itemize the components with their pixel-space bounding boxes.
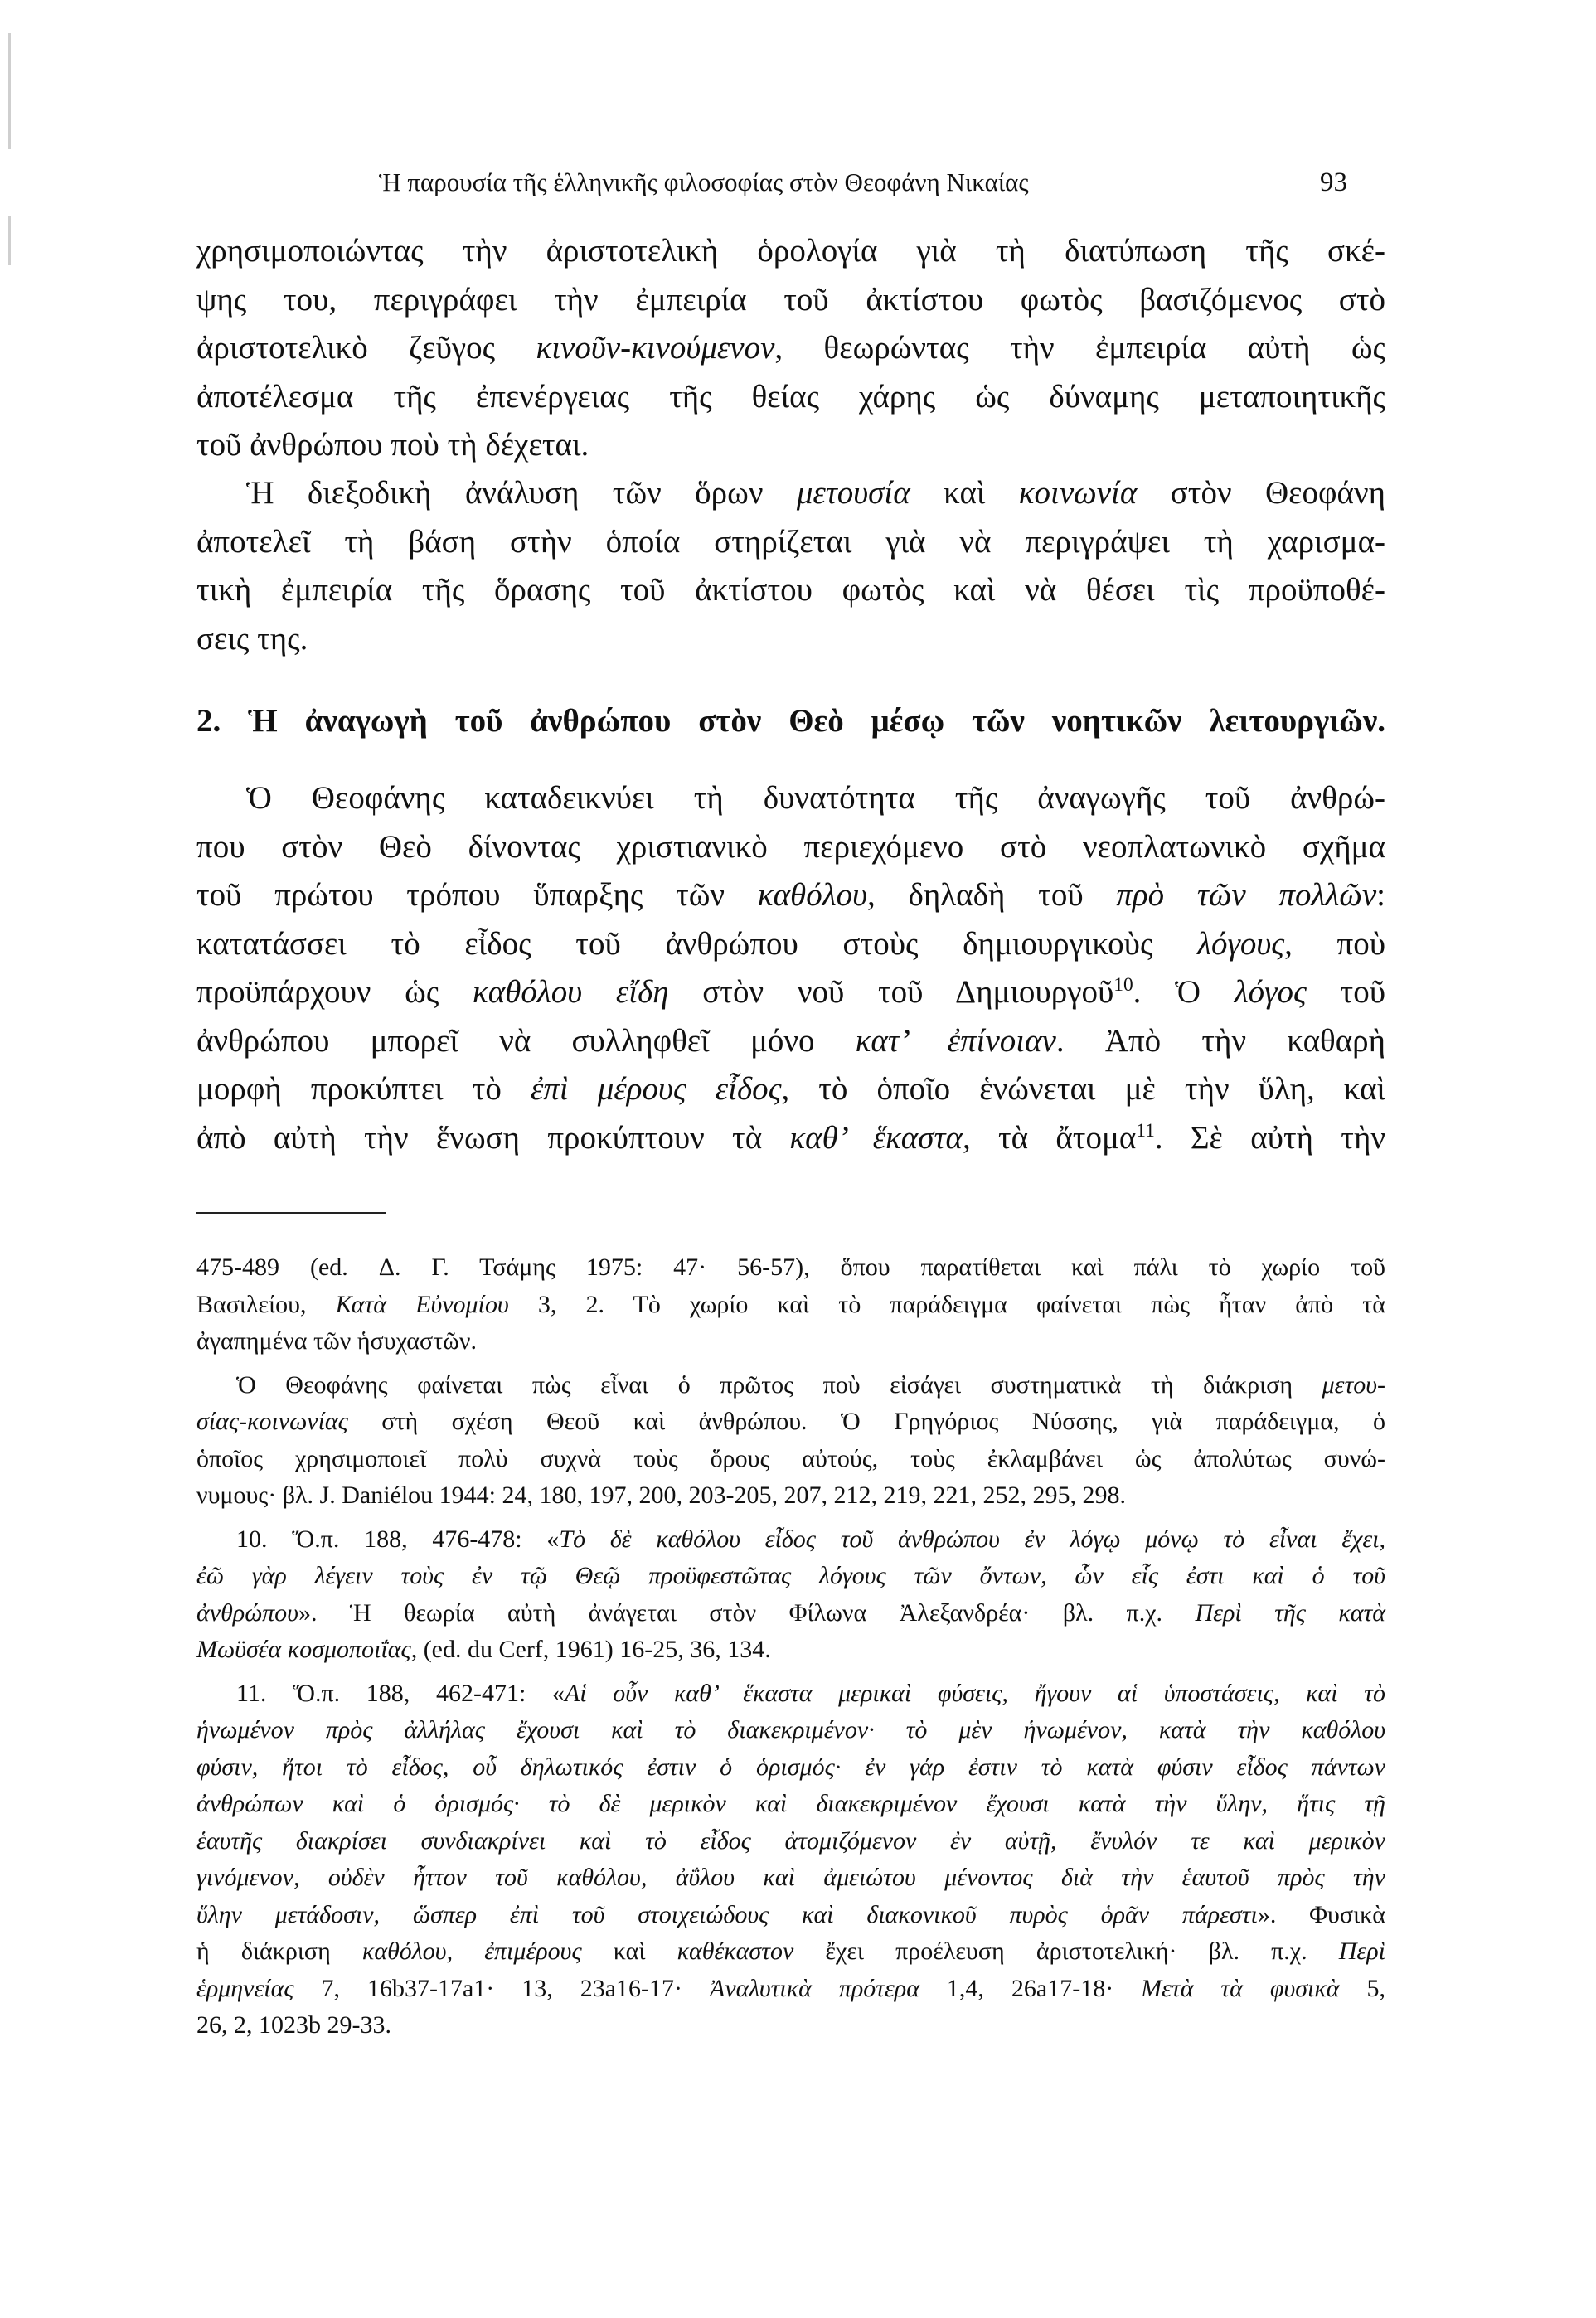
italic-title: ἑρμηνείας (196, 1974, 294, 2002)
footnote-line (196, 1441, 1385, 1478)
footnote-ref-11[interactable]: 11 (1136, 1119, 1155, 1142)
text-span: 7, 16b37-17a1· 13, 23a16-17· (293, 1974, 710, 2002)
text-span: στὴ σχέση Θεοῦ καὶ ἀνθρώπου. Ὁ Γρηγόριος Νύσσης, γιὰ παράδειγμα, ὁ (347, 1408, 1385, 1435)
italic-quote: ἐῶ γὰρ λέγειν τοὺς ἐν τῷ Θεῷ προϋφεστῶτας λόγους τῶν ὄντων, ὧν εἷς ἐστι καὶ ὁ τοῦ (196, 1562, 1385, 1589)
italic-term: καθόλου, ἐπιμέρους (361, 1937, 582, 1965)
footnote-continued (196, 1249, 1385, 1360)
text-span: Ὁ Θεοφάνης φαίνεται πὼς εἶναι ὁ πρῶτος ποὺ εἰσάγει συστηματικὰ τὴ διάκριση (236, 1370, 1322, 1399)
footnote-line (196, 1595, 1385, 1632)
italic-quote: ἀνθρώπων καὶ ὁ ὁρισμός· τὸ δὲ μερικὸν καὶ διακεκριμένον ἔχουσι κατὰ τὴν ὕλην, ἥτις τῇ (196, 1790, 1385, 1817)
italic-quote: φύσιν, ἤτοι τὸ εἶδος, οὗ δηλωτικός ἐστιν ὁ ὁρισμός· ἐν γάρ ἐστιν τὸ κατὰ φύσιν εἶδος πάντων (196, 1753, 1385, 1781)
footnote-line (196, 1558, 1385, 1595)
text-line (196, 1017, 1385, 1066)
text-line (196, 1114, 1385, 1163)
text-span: καὶ (581, 1937, 677, 1965)
text-span: 5, (1339, 1974, 1385, 2002)
footnote-line (196, 1477, 1385, 1515)
footnote-9 (196, 1367, 1385, 1515)
italic-term: κινοῦν-κινούμενον (536, 330, 775, 366)
text-span: στὸν νοῦ τοῦ Δημιουργοῦ (668, 974, 1114, 1010)
text-span: Βασιλείου, (196, 1290, 336, 1318)
text-span: , τὰ ἄτομα (962, 1119, 1137, 1156)
section-heading: 2. Ἡ ἀναγωγὴ τοῦ ἀνθρώπου στὸν Θεὸ μέσῳ τῶν νοητικῶν λειτουργιῶν. (196, 703, 1385, 739)
text-span: νυμους· βλ. J. Daniélou 1944: 24, 180, 197, 200, 203-205, 207, 212, 219, 221, 252, 295, 298. (196, 1481, 1127, 1509)
text-span: Ἡ διεξοδικὴ ἀνάλυση τῶν ὅρων (246, 475, 797, 511)
italic-term: μετου- (1322, 1370, 1385, 1399)
italic-term: κατ’ ἐπίνοιαν (855, 1022, 1056, 1059)
italic-term: καθόλου (757, 877, 867, 913)
scan-edge-mark (8, 33, 11, 149)
page-number: 93 (1320, 167, 1347, 197)
footnote-line (196, 1675, 1385, 1713)
text-line (196, 324, 1385, 373)
footnote-line (196, 1786, 1385, 1823)
text-span: ἀποτέλεσμα τῆς ἐπενέργειας τῆς θείας χάρης ὡς δύναμης μεταποιητικῆς (196, 378, 1385, 415)
italic-term: καθόλου εἴδη (473, 974, 669, 1010)
italic-term: πρὸ τῶν πολλῶν (1116, 877, 1377, 913)
italic-term: ἐπὶ μέρους εἶδος (531, 1071, 782, 1107)
text-line (196, 920, 1385, 969)
italic-title: Ἀναλυτικὰ πρότερα (710, 1974, 919, 2002)
text-span: , ποὺ (1284, 925, 1385, 962)
text-span: ἀριστοτελικὸ ζεῦγος (196, 330, 536, 366)
footnote-line (196, 1749, 1385, 1787)
text-span: : (1376, 877, 1385, 913)
text-span: προϋπάρχουν ὡς (196, 974, 473, 1010)
text-span: , δηλαδὴ τοῦ (866, 877, 1117, 913)
paragraph-2 (196, 469, 1385, 663)
text-span: 475-489 (ed. Δ. Γ. Τσάμης 1975: 47· 56-57), ὅπου παρατίθεται καὶ πάλι τὸ χωρίο τοῦ (196, 1254, 1385, 1281)
text-span: ἀνθρώπου μπορεῖ νὰ συλληφθεῖ μόνο (196, 1022, 856, 1059)
text-span: ἀγαπημένα τῶν ἡσυχαστῶν. (196, 1327, 477, 1355)
text-span: , θεωρώντας τὴν ἐμπειρία αὐτὴ ὡς (774, 330, 1385, 366)
italic-term: καθ’ ἕκαστα (789, 1119, 963, 1156)
text-span: τοῦ (1306, 974, 1386, 1010)
footnote-line (196, 1404, 1385, 1441)
text-span: 10. Ὅ.π. 188, 476-478: « (236, 1525, 560, 1553)
text-span: τοῦ ἀνθρώπου ποὺ τὴ δέχεται. (196, 427, 589, 463)
text-span: τοῦ πρώτου τρόπου ὕπαρξης τῶν (196, 877, 758, 913)
italic-title: Περὶ τῆς κατὰ (1195, 1598, 1385, 1627)
footnote-line (196, 1323, 1385, 1360)
text-span: , (ed. du Cerf, 1961) 16-25, 36, 134. (410, 1636, 771, 1663)
text-span: μορφὴ προκύπτει τὸ (196, 1071, 531, 1107)
footnote-line (196, 1367, 1385, 1404)
footnote-line (196, 1287, 1385, 1324)
italic-term: καθέκαστον (677, 1937, 794, 1965)
footnote-line (196, 1632, 1385, 1669)
text-line (196, 276, 1385, 325)
text-span: που στὸν Θεὸ δίνοντας χριστιανικὸ περιεχόμενο στὸ νεοπλατωνικὸ σχῆμα (196, 828, 1385, 865)
text-line (196, 968, 1385, 1017)
footnote-line (196, 1897, 1385, 1934)
text-span: . Ἀπὸ τὴν καθαρὴ (1055, 1022, 1385, 1059)
text-span: ἀποτελεῖ τὴ βάση στὴν ὁποία στηρίζεται γιὰ νὰ περιγράψει τὴ χαρισμα- (196, 523, 1385, 560)
italic-title: Περὶ (1338, 1937, 1385, 1965)
italic-term: μετουσία (796, 475, 910, 511)
text-span: 1,4, 26a17-18· (919, 1974, 1142, 2002)
footnote-line (196, 1933, 1385, 1971)
text-span: καὶ (910, 475, 1019, 511)
italic-quote: γινόμενον, οὐδὲν ἧττον τοῦ καθόλου, ἀΰλου καὶ ἀμειώτου μένοντος διὰ τὴν ἑαυτοῦ πρὸς τὴν (196, 1864, 1385, 1891)
footnote-11 (196, 1675, 1385, 2044)
text-span: κατατάσσει τὸ εἶδος τοῦ ἀνθρώπου στοὺς δημιουργικοὺς (196, 925, 1198, 962)
italic-term: λόγους (1197, 925, 1285, 962)
text-line (196, 373, 1385, 422)
footnote-separator (196, 1212, 386, 1214)
text-span: ». Φυσικὰ (1257, 1900, 1385, 1928)
text-line (196, 566, 1385, 615)
text-span: τικὴ ἐμπειρία τῆς ὅρασης τοῦ ἀκτίστου φωτὸς καὶ νὰ θέσει τὶς προϋποθέ- (196, 572, 1385, 608)
text-span: ψης του, περιγράφει τὴν ἐμπειρία τοῦ ἀκτίστου φωτὸς βασιζόμενος στὸ (196, 281, 1385, 318)
text-line (196, 227, 1385, 276)
text-line (196, 518, 1385, 567)
text-span: ἀπὸ αὐτὴ τὴν ἕνωση προκύπτουν τὰ (196, 1119, 790, 1156)
italic-quote: ἑαυτῆς διακρίσει συνδιακρίνει καὶ τὸ εἶδος ἀτομιζόμενον ἐν αὐτῇ, ἔνυλόν τε καὶ μερικὸν (196, 1826, 1385, 1855)
text-span: , τὸ ὁποῖο ἑνώνεται μὲ τὴν ὕλη, καὶ (781, 1071, 1386, 1107)
italic-quote: ἡνωμένον πρὸς ἀλλήλας ἔχουσι καὶ τὸ διακεκριμένον· τὸ μὲν ἡνωμένον, κατὰ τὴν καθόλου (196, 1716, 1385, 1743)
italic-quote: ὕλην μετάδοσιν, ὥσπερ ἐπὶ τοῦ στοιχειώδους καὶ διακονικοῦ πυρὸς ὁρᾶν πάρεστι (196, 1900, 1258, 1928)
text-span: 11. Ὅ.π. 188, 462-471: « (236, 1679, 565, 1707)
text-line (196, 615, 1385, 664)
paragraph-3 (196, 774, 1385, 1162)
text-line (196, 871, 1385, 920)
paragraph-1 (196, 227, 1385, 470)
italic-term: λόγος (1234, 974, 1307, 1010)
text-span: 26, 2, 1023b 29-33. (196, 2011, 391, 2039)
italic-quote: Αἱ οὖν καθ’ ἕκαστα μερικαὶ φύσεις, ἤγουν αἱ ὑποστάσεις, καὶ τὸ (564, 1679, 1386, 1707)
footnote-line (196, 1823, 1385, 1860)
text-span: σεις της. (196, 620, 308, 657)
text-span: ὁποῖος χρησιμοποιεῖ πολὺ συχνὰ τοὺς ὅρους αὐτούς, τοὺς ἐκλαμβάνει ὡς ἀπολύτως συνώ- (196, 1444, 1385, 1472)
footnote-line (196, 1712, 1385, 1749)
text-line (196, 823, 1385, 872)
text-line (196, 1065, 1385, 1114)
scan-edge-mark (8, 216, 11, 265)
text-span: χρησιμοποιώντας τὴν ἀριστοτελικὴ ὁρολογία γιὰ τὴ διατύπωση τῆς σκέ- (196, 233, 1385, 269)
italic-title: Μωϋσέα κοσμοποιΐας (196, 1636, 411, 1663)
footnote-line (196, 1971, 1385, 2008)
text-span: 3, 2. Τὸ χωρίο καὶ τὸ παράδειγμα φαίνεται πὼς ἦταν ἀπὸ τὰ (508, 1290, 1386, 1318)
text-span: Ὁ Θεοφάνης καταδεικνύει τὴ δυνατότητα τῆς ἀναγωγῆς τοῦ ἀνθρώ- (246, 780, 1385, 816)
text-span: στὸν Θεοφάνη (1137, 475, 1385, 511)
text-span: . Σὲ αὐτὴ τὴν (1154, 1119, 1385, 1156)
italic-title: Μετὰ τὰ φυσικὰ (1141, 1974, 1340, 2002)
italic-term: κοινωνία (1018, 475, 1138, 511)
text-line (196, 774, 1385, 823)
text-span: ». Ἡ θεωρία αὐτὴ ἀνάγεται στὸν Φίλωνα Ἀλεξανδρέα· βλ. π.χ. (298, 1598, 1196, 1627)
italic-title: Κατὰ Εὐνομίου (335, 1290, 509, 1318)
text-span: . Ὁ (1133, 974, 1235, 1010)
footnote-line (196, 1249, 1385, 1287)
footnotes (196, 1249, 1385, 2051)
running-head: Ἡ παρουσία τῆς ἑλληνικῆς φιλοσοφίας στὸν Θεοφάνη Νικαίας (379, 167, 1029, 196)
footnote-line (196, 1860, 1385, 1897)
text-span: ἔχει προέλευση ἀριστοτελική· βλ. π.χ. (793, 1937, 1339, 1965)
italic-term: σίας-κοινωνίας (196, 1408, 348, 1435)
text-span: ἡ διάκριση (196, 1937, 362, 1965)
italic-quote: Τὸ δὲ καθόλου εἶδος τοῦ ἀνθρώπου ἐν λόγῳ μόνῳ τὸ εἶναι ἔχει, (559, 1525, 1385, 1553)
text-line (196, 421, 1385, 470)
footnote-line (196, 1521, 1385, 1559)
footnote-line (196, 2007, 1385, 2044)
text-line (196, 469, 1385, 518)
footnote-10 (196, 1521, 1385, 1669)
italic-quote: ἀνθρώπου (196, 1598, 298, 1627)
footnote-ref-10[interactable]: 10 (1113, 974, 1133, 996)
